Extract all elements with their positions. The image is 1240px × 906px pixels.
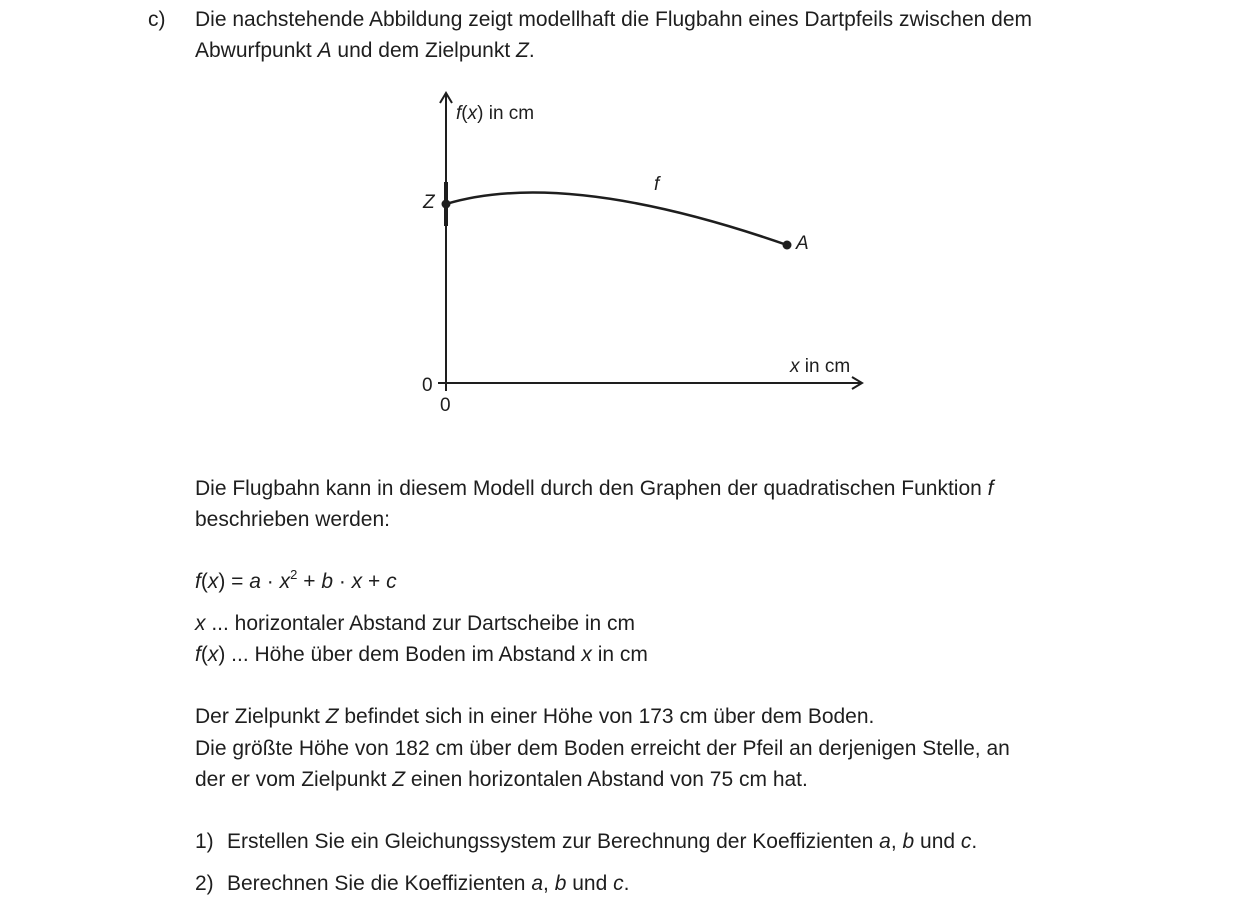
legend-f: f(x) ... Höhe über dem Boden im Abstand x in cm — [195, 643, 648, 666]
facts-line-1 — [195, 701, 874, 732]
description-fn: f — [987, 477, 994, 500]
formula-plus-2: + — [362, 570, 387, 593]
intro-text-2b: und dem Zielpunkt — [331, 39, 517, 62]
intro-point-a: A — [317, 39, 332, 62]
x-axis-label: x in cm — [790, 356, 851, 377]
question-1 — [195, 826, 978, 857]
question-2-text: Berechnen Sie die Koeffizienten a, b und c. — [227, 872, 630, 895]
trajectory-curve — [446, 193, 787, 245]
formula-plus-1: + — [297, 570, 322, 593]
point-z-label: Z — [423, 192, 435, 213]
formula-var: x — [207, 570, 219, 593]
formula-dot-2: · — [333, 570, 352, 593]
point-z — [442, 200, 451, 209]
legend-f-desc-a: ... Höhe über dem Boden im Abstand — [225, 643, 582, 666]
legend-f-x: x — [581, 643, 592, 666]
legend-x-desc: ... horizontaler Abstand zur Dartscheibe in cm — [205, 612, 636, 635]
legend-f-desc-b: in cm — [591, 643, 648, 666]
question-1-text: Erstellen Sie ein Gleichungssystem zur Berechnung der Koeffizienten a, b und c. — [227, 830, 978, 853]
legend-x-var: x — [195, 612, 206, 635]
origin-x-tick-label: 0 — [440, 395, 451, 416]
formula-dot-1: · — [260, 570, 280, 593]
description-line-2: beschrieben werden: — [195, 508, 390, 531]
point-a-label: A — [796, 233, 809, 254]
legend-f-fn: f — [195, 643, 201, 666]
facts-text-3b: einen horizontalen Abstand von 75 cm hat. — [405, 768, 808, 791]
facts-text-3a: der er vom Zielpunkt — [195, 768, 393, 791]
facts-point-z-1: Z — [325, 705, 339, 728]
formula-x-squared: x — [279, 570, 291, 593]
formula-b: b — [321, 570, 333, 593]
question-2 — [195, 868, 630, 899]
facts-line-2: Die größte Höhe von 182 cm über dem Boden erreicht der Pfeil an derjenigen Stelle, an — [195, 737, 1010, 760]
intro-text-1: Die nachstehende Abbildung zeigt modellhaft die Flugbahn eines Dartpfeils zwischen dem — [195, 8, 1033, 31]
point-a — [783, 241, 792, 250]
legend-x — [195, 608, 635, 639]
formula-eq: = — [225, 570, 250, 593]
intro-text-2c: . — [528, 39, 535, 62]
intro-point-z: Z — [516, 39, 529, 62]
formula-x: x — [351, 570, 363, 593]
task-label: c) — [148, 8, 166, 31]
facts-text-1a: Der Zielpunkt — [195, 705, 326, 728]
formula-fn: f — [195, 570, 201, 593]
formula-a: a — [249, 570, 261, 593]
origin-y-tick-label: 0 — [422, 375, 433, 396]
curve-label-f: f — [654, 174, 660, 195]
legend-f-var: x — [207, 643, 219, 666]
formula: $f(x) = a \cdot x^2 + b \cdot x + c$ — [195, 567, 397, 593]
trajectory-figure — [0, 0, 1240, 440]
description-line-1 — [195, 473, 994, 504]
formula-exponent: 2 — [290, 567, 298, 582]
formula-c: c — [386, 570, 397, 593]
y-axis-label: f(x) in cm — [456, 103, 535, 124]
intro-text-2a: Abwurfpunkt — [195, 39, 318, 62]
facts-line-3 — [195, 764, 808, 795]
question-2-number: 2) — [195, 872, 214, 895]
description-text-1: Die Flugbahn kann in diesem Modell durch den Graphen der quadratischen Funktion — [195, 477, 988, 500]
facts-point-z-2: Z — [392, 768, 406, 791]
facts-text-1b: befindet sich in einer Höhe von 173 cm über dem Boden. — [338, 705, 875, 728]
question-1-number: 1) — [195, 830, 214, 853]
